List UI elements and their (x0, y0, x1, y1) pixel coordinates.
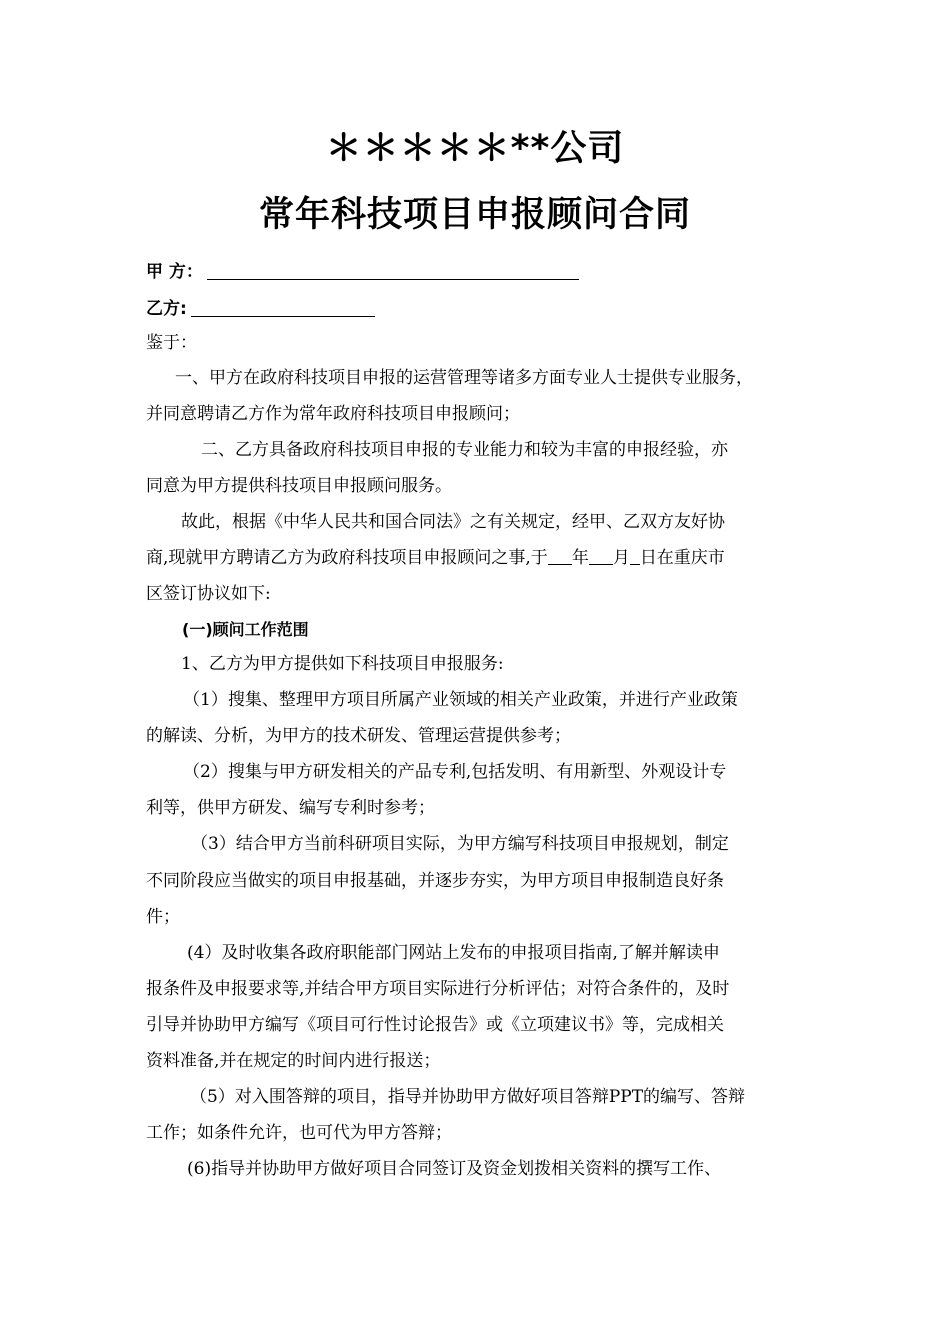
contract-title: 常年科技项目申报顾问合同 (258, 195, 691, 235)
subitem-4-line-2: 报条件及申报要求等,并结合甲方项目实际进行分析评估；对符合条件的，及时 (146, 979, 730, 999)
day-location-text: 日在重庆市 (639, 548, 725, 568)
subitem-6-line-1: (6)指导并协助甲方做好项目合同签订及资金划拨相关资料的撰写工作、 (187, 1159, 722, 1179)
section-1-heading: (一)顾问工作范围 (182, 620, 309, 639)
subitem-4-line-3: 引导并协助甲方编写《项目可行性讨论报告》或《立项建议书》等，完成相关 (146, 1015, 724, 1035)
paragraph-2-line-2: 同意为甲方提供科技项目申报顾问服务。 (146, 476, 452, 496)
subitem-3-line-2: 不同阶段应当做实的项目申报基础，并逐步夯实，为甲方项目申报制造良好条 (146, 871, 724, 891)
subitem-4-line-1: (4）及时收集各政府职能部门网站上发布的申报项目指南,了解并解读申 (187, 943, 720, 963)
subitem-5-line-2: 工作；如条件允许，也可代为甲方答辩； (146, 1123, 452, 1143)
paragraph-3-line-2 (146, 546, 725, 570)
party-a-row (146, 260, 579, 284)
paragraph-1-line-1: 一、甲方在政府科技项目申报的运营管理等诸多方面专业人士提供专业服务， (175, 368, 753, 388)
subitem-3-line-3: 件； (146, 907, 180, 927)
paragraph-3-line-2-text: 商,现就甲方聘请乙方为政府科技项目申报顾问之事,于 (146, 548, 548, 568)
party-b-label: 乙方: (146, 299, 187, 319)
subitem-1-line-2: 的解读、分析，为甲方的技术研发、管理运营提供参考； (146, 726, 571, 746)
paragraph-3-line-1: 故此，根据《中华人民共和国合同法》之有关规定，经甲、乙双方友好协 (181, 512, 725, 532)
paragraph-1-line-2: 并同意聘请乙方作为常年政府科技项目申报顾问； (146, 404, 520, 424)
year-label: 年 (571, 548, 589, 568)
subitem-4-line-4: 资料准备,并在规定的时间内进行报送； (146, 1051, 441, 1071)
subitem-2-line-1: （2）搜集与甲方研发相关的产品专利,包括发明、有用新型、外观设计专 (183, 762, 727, 782)
subitem-2-line-2: 利等，供甲方研发、编写专利时参考； (146, 798, 435, 818)
company-title: ＊＊＊＊＊**公司 (325, 128, 625, 169)
party-a-label: 甲 方： (146, 262, 203, 282)
day-blank (630, 548, 640, 565)
month-blank (589, 548, 613, 565)
item-1: 1、乙方为甲方提供如下科技项目申报服务: (181, 654, 504, 674)
year-blank (548, 548, 572, 565)
party-b-blank-line (191, 298, 375, 317)
subitem-3-line-1: （3）结合甲方当前科研项目实际，为甲方编写科技项目申报规划，制定 (191, 834, 729, 854)
party-b-row (146, 297, 375, 321)
paragraph-2-line-1: 二、乙方具备政府科技项目申报的专业能力和较为丰富的申报经验，亦 (201, 440, 728, 460)
party-a-blank-line (207, 261, 579, 280)
month-label: 月 (612, 548, 630, 568)
subitem-1-line-1: （1）搜集、整理甲方项目所属产业领域的相关产业政策，并进行产业政策 (183, 690, 738, 710)
paragraph-3-line-3: 区签订协议如下: (146, 584, 271, 604)
subitem-5-line-1: （5）对入围答辩的项目，指导并协助甲方做好项目答辩PPT的编写、答辩 (190, 1087, 746, 1107)
whereas-label: 鉴于： (146, 333, 197, 353)
